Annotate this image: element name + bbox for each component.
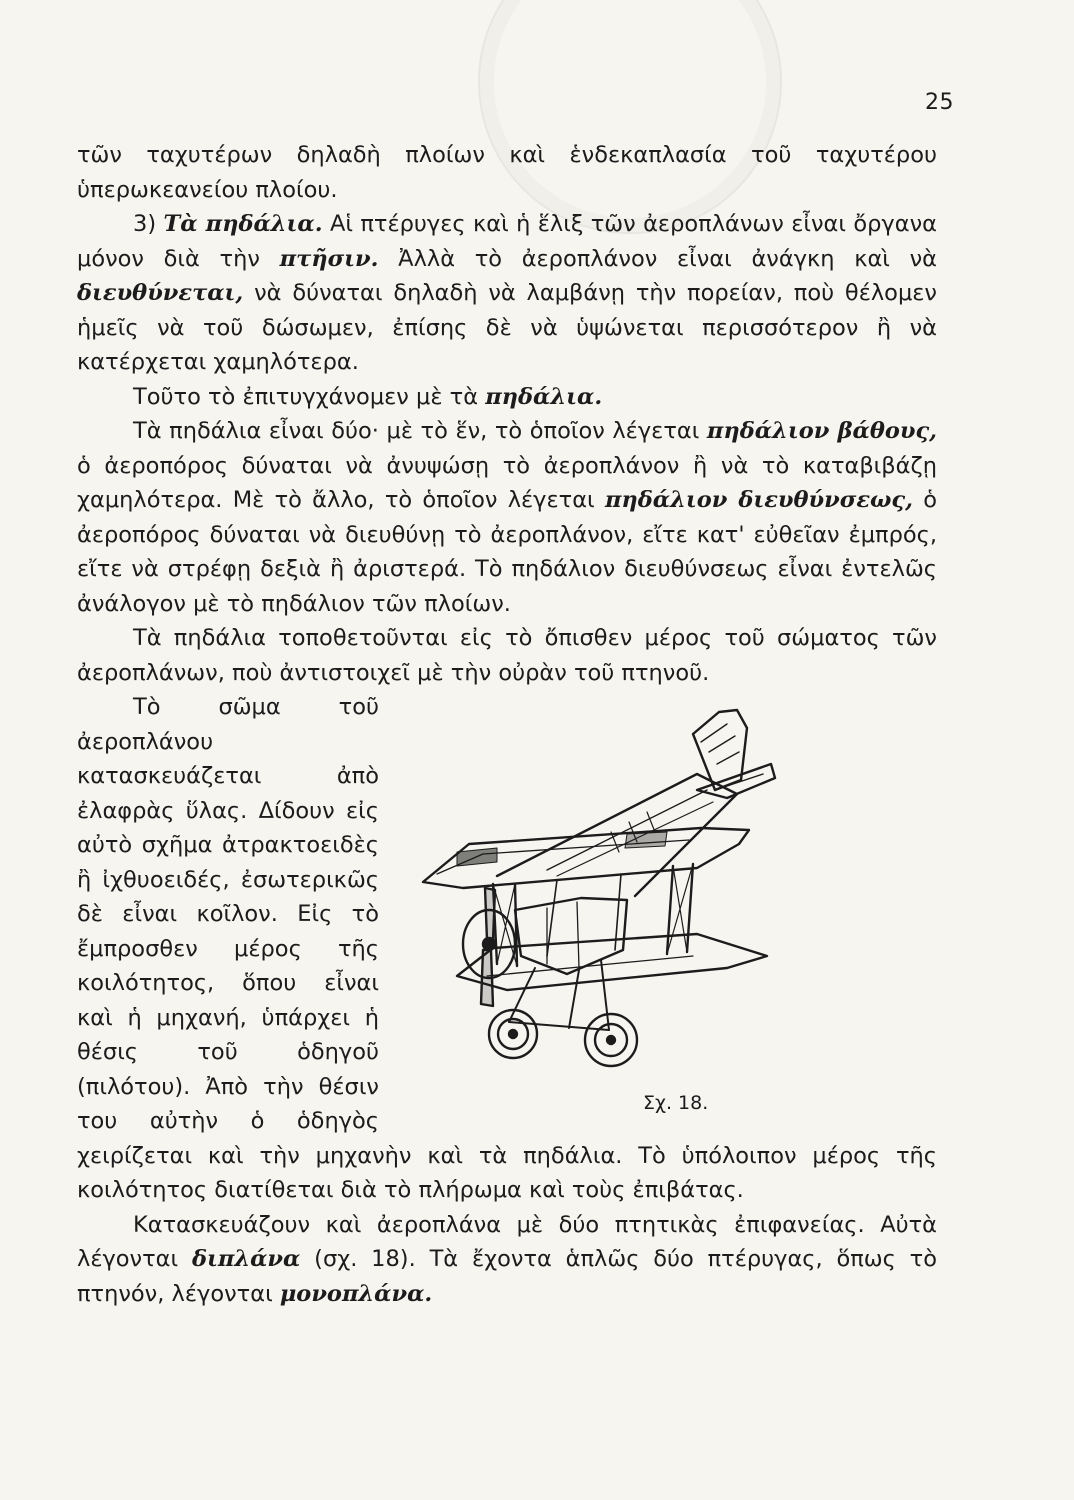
text-run: Τοῦτο τὸ ἐπιτυγχάνομεν μὲ τὰ	[133, 383, 486, 410]
paragraph-4	[77, 414, 937, 621]
text-run: (σχ. 18). Τὰ ἔχοντα ἁπλῶς δύο πτέρυγας, ὅπως τὸ πτηνόν, λέγονται	[77, 1246, 937, 1307]
text-run: Ἀλλὰ τὸ ἀεροπλάνον εἶναι ἀνάγκη καὶ νὰ	[378, 245, 937, 272]
paragraph-7	[77, 1208, 937, 1312]
emphasis-monoplanes: μονοπλάνα.	[279, 1280, 433, 1307]
biplane-illustration	[397, 694, 937, 1086]
text-run: Κατασκευάζουν καὶ ἀεροπλάνα μὲ δύο πτητικὰς ἐπιφανείας. Αὐτὰ λέγονται	[77, 1211, 937, 1272]
emphasis-steered: διευθύνεται,	[77, 280, 244, 306]
paragraph-1: τῶν ταχυτέρων δηλαδὴ πλοίων καὶ ἑνδεκαπλασία τοῦ ταχυτέρου ὑπερωκεανείου πλοίου.	[77, 142, 937, 203]
text-run: Τὰ πηδάλια εἶναι δύο· μὲ τὸ ἕν, τὸ ὁποῖον λέγεται	[133, 418, 707, 444]
emphasis-flight: πτῆσιν.	[279, 245, 379, 272]
emphasis-rudders-2: πηδάλια.	[485, 383, 603, 410]
figure-biplane	[397, 694, 937, 1126]
paragraph-3	[77, 380, 937, 415]
text-run: Αἱ πτέρυγες καὶ ἡ ἕλιξ τῶν ἀεροπλάνων εἶναι ὄργανα μόνον διὰ τὴν	[77, 211, 937, 272]
page-number: 25	[925, 90, 954, 115]
emphasis-depth-rudder: πηδάλιον βάθους,	[706, 418, 937, 444]
text-run: ὁ ἀεροπόρος δύναται νὰ ἀνυψώσῃ τὸ ἀεροπλάνον ἢ νὰ τὸ καταβιβάζῃ χαμηλότερα. Μὲ τὸ ἄλλο, τὸ ὁποῖον λέγεται	[77, 452, 937, 513]
paragraph-6: Τὸ σῶμα τοῦ ἀεροπλάνου κατασκευάζεται ἀπὸ ἐλαφρὰς ὕλας. Δίδουν εἰς αὐτὸ σχῆμα ἀτρακτοειδὲς ἢ ἰχθυοειδές, ἐσωτερικῶς δὲ εἶναι κοῖλον. Εἰς τὸ ἔμπροσθεν μέρος τῆς κοιλότητος, ὅπου εἶναι καὶ ἡ μηχανή, ὑπάρχει ἡ θέσις τοῦ ὁδηγοῦ (πιλότου). Ἀπὸ τὴν θέσιν του αὐτὴν ὁ ὁδηγὸς χειρίζεται καὶ τὴν μηχανὴν καὶ τὰ πηδάλια. Τὸ ὑπόλοιπον μέρος τῆς κοιλότητος διατίθεται διὰ τὸ πλήρωμα καὶ τοὺς ἐπιβάτας.	[77, 694, 937, 1203]
emphasis-direction-rudder: πηδάλιον διευθύνσεως,	[604, 487, 913, 513]
emphasis-biplanes: διπλάνα	[191, 1246, 301, 1272]
figure-caption: Σχ. 18.	[643, 1092, 709, 1114]
text-run: 3)	[133, 211, 164, 237]
text-run: νὰ δύναται δηλαδὴ νὰ λαμβάνῃ τὴν πορείαν, ποὺ θέλομεν ἡμεῖς νὰ τοῦ δώσωμεν, ἐπίσης δὲ νὰ ὑψώνεται περισσότερον ἢ νὰ κατέρχεται χαμηλότερα.	[77, 280, 937, 375]
paragraph-5: Τὰ πηδάλια τοποθετοῦνται εἰς τὸ ὄπισθεν μέρος τοῦ σώματος τῶν ἀεροπλάνων, ποὺ ἀντιστοιχεῖ μὲ τὴν οὐρὰν τοῦ πτηνοῦ.	[77, 625, 937, 686]
body-text	[77, 138, 937, 1311]
text-run: ὁ ἀεροπόρος δύναται νὰ διευθύνῃ τὸ ἀεροπλάνον, εἴτε κατ' εὐθεῖαν ἐμπρός, εἴτε νὰ στρέφῃ δεξιὰ ἢ ἀριστερά. Τὸ πηδάλιον διευθύνσεως εἶναι ἐντελῶς ἀνάλογον μὲ τὸ πηδάλιον τῶν πλοίων.	[77, 487, 938, 617]
emphasis-rudders: Τὰ πηδάλια.	[163, 211, 323, 237]
paragraph-2	[77, 207, 937, 380]
